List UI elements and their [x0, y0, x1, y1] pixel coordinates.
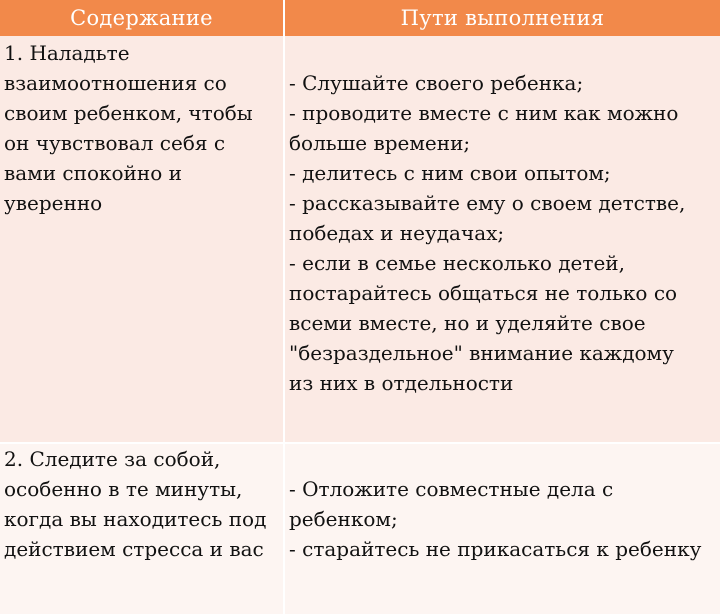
- table-header-row: [0, 0, 720, 36]
- table-row: [0, 36, 720, 443]
- header-content: Содержание: [0, 0, 284, 36]
- row-1-content: 1. Наладьте взаимоотношения со своим ребенком, чтобы он чувствовал себя с вами спокойно и уверенно: [0, 36, 284, 443]
- header-ways: Пути выполнения: [284, 0, 720, 36]
- row-2-content: 2. Следите за собой, особенно в те минуты, когда вы находитесь под действием стресса и вас: [0, 443, 284, 614]
- table-row: [0, 443, 720, 614]
- row-1-ways: - Слушайте своего ребенка; - проводите вместе с ним как можно больше времени; - делитесь с ним свои опытом; - рассказывайте ему о своем детстве, победах и неудачах; - если в семье несколько детей, постарайтесь общаться не только со всеми вместе, но и уделяйте свое "безраздельное" внимание каждому из них в отдельности: [284, 36, 720, 443]
- row-2-ways: - Отложите совместные дела с ребенком; - старайтесь не прикасаться к ребенку: [284, 443, 720, 614]
